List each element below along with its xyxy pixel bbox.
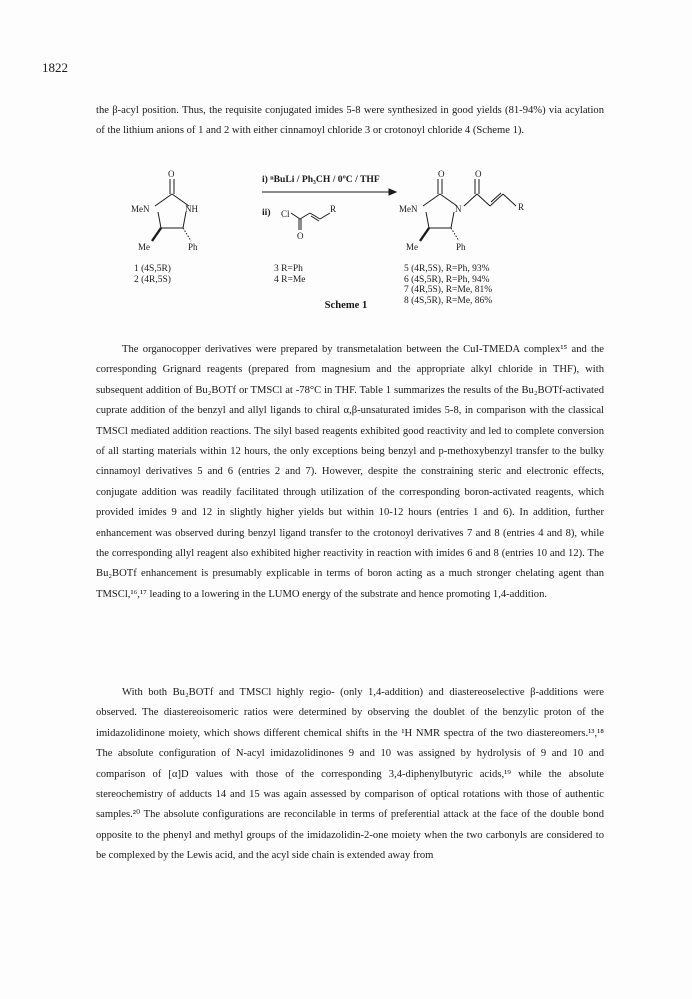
start-carbonyl-o: O [168, 169, 175, 179]
reagent-4: 4 R=Me [274, 274, 306, 285]
reagent-3: 3 R=Ph [274, 264, 303, 274]
reagent-list [274, 264, 305, 285]
start-me-label: Me [138, 242, 150, 252]
start-ph-label: Ph [188, 242, 198, 252]
reagent-carbonyl-o: O [297, 231, 304, 241]
body-paragraph-1: The organocopper derivatives were prepared by transmetalation between the CuI-TMEDA complex¹⁵ and the corresponding Grignard reagents (prepared from magnesium and the appropriate alkyl chloride in THF), with subsequent addition of Bu₂BOTf or TMSCl at -78°C in THF. Table 1 summarizes the results of the Bu₂BOTf-activated cuprate addition of the benzyl and allyl ligands to chiral α,β-unsaturated imides 5-8, in comparison with the classical TMSCl mediated addition reactions. The silyl based reagents exhibited good reactivity and led to complete conversion of all starting materials within 12 hours, the only exceptions being benzyl and p-methoxybenzyl transfer to the bulky cinnamoyl derivatives 5 and 6 (entries 2 and 7). However, despite the constraining steric and electronic effects, conjugate addition was readily facilitated through utilization of the corresponding boron-activated reagents, which provided imides 9 and 12 in slightly higher yields but within 10-12 hours (entries 1 and 6). In addition, further enhancement was observed during benzyl ligand transfer to the crotonoyl derivatives 7 and 8 (entries 4 and 8), while the corresponding allyl reagent also exhibited higher reactivity in reaction with imides 6 and 8 (entries 10 and 12). The Bu₂BOTf enhancement is presumably explicable in terms of boron acting as a much stronger chelating agent than TMSCl,¹⁶,¹⁷ leading to a lowering in the LUMO energy of the substrate and hence promoting 1,4-addition. [96, 344, 604, 600]
product-structure [420, 179, 516, 241]
reagent-r-label: R [330, 204, 337, 214]
start-material-2: 2 (4R,5S) [134, 274, 171, 285]
product-5: 5 (4R,5S), R=Ph, 93% [404, 264, 490, 274]
page-number: 1822 [42, 60, 68, 75]
scheme-caption: Scheme 1 [324, 300, 368, 311]
product-n-methyl-label: MeN [399, 204, 418, 214]
start-material-list [134, 264, 171, 285]
condition-step-ii: ii) [262, 207, 271, 218]
acyl-chloride-structure [291, 213, 330, 230]
product-8: 8 (4S,5R), R=Me, 86% [404, 295, 493, 306]
body-paragraph-2: With both Bu₂BOTf and TMSCl highly regio- (only 1,4-addition) and diastereoselective β-additions were observed. The diastereoisomeric ratios were determined by observing the doublet of the benzylic proton of the imidazolidinone moiety, which shows different chemical shifts in the ¹H NMR spectra of the two diastereomers.¹³,¹⁸ The absolute configuration of N-acyl imidazolidinones 9 and 10 was assigned by hydrolysis of 9 and 10 and comparison of [α]D values with those of the corresponding 3,4-diphenylbutyric acids,¹⁹ while the absolute stereochemistry of adducts 14 and 15 was again assessed by comparison of optical rotations with those of authentic samples.²⁰ The absolute configurations are reconcilable in terms of preferential attack at the face of the double bond opposite to the phenyl and methyl groups of the imidazolidin-2-one moiety when the two carbonyls are considered to be complexed by the Lewis acid, and the acyl side chain is extended away from [96, 687, 604, 862]
product-6: 6 (4S,5R), R=Ph, 94% [404, 274, 490, 285]
start-nh-label: NH [185, 204, 198, 214]
condition-step-i: i) ⁿBuLi / Ph₃CH / 0ºC / THF [262, 174, 380, 185]
start-material-1: 1 (4S,5R) [134, 264, 171, 274]
reagent-cl-label: Cl [281, 209, 290, 219]
product-carbonyl-o-2: O [475, 169, 482, 179]
product-carbonyl-o-1: O [438, 169, 445, 179]
reaction-arrow [262, 189, 396, 195]
intro-paragraph: the β-acyl position. Thus, the requisite conjugated imides 5-8 were synthesized in good yields (81-94%) via acylation of the lithium anions of 1 and 2 with either cinnamoyl chloride 3 or crotonoyl chloride 4 (Scheme 1). [96, 105, 604, 137]
product-7: 7 (4R,5S), R=Me, 81% [404, 285, 493, 295]
product-n-label: N [455, 204, 462, 214]
product-r-label: R [518, 202, 525, 212]
start-n-methyl-label: MeN [131, 204, 150, 214]
product-ph-label: Ph [456, 242, 466, 252]
product-me-label: Me [406, 242, 418, 252]
